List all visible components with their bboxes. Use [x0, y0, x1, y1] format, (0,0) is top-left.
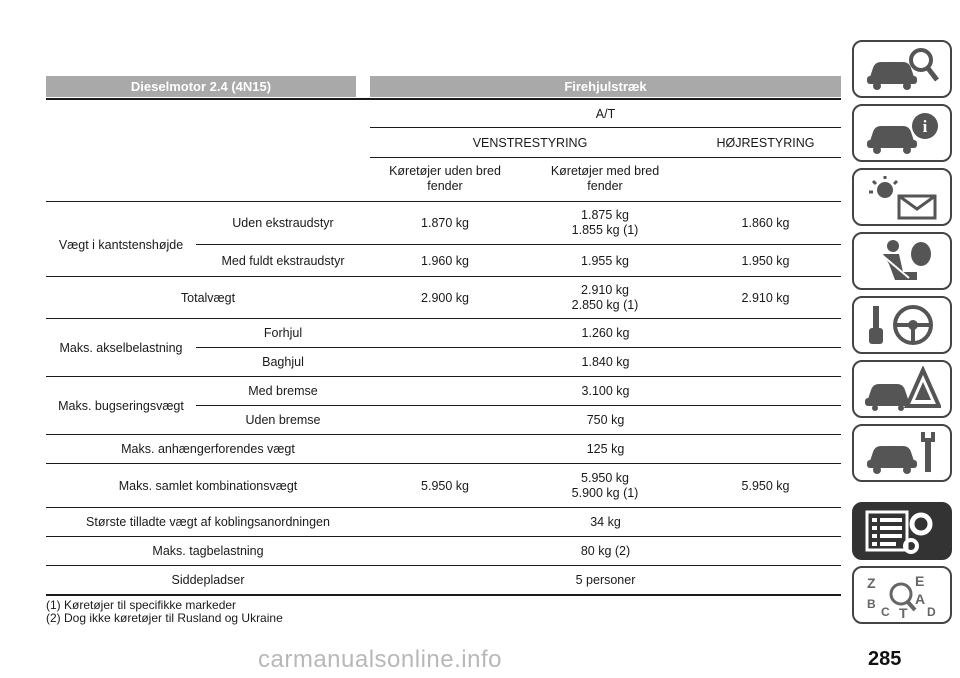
curb-no-equipment-v3: 1.860 kg [741, 215, 790, 230]
tow-unbraked-label: Uden bremse [245, 412, 321, 427]
axle-load-label: Maks. akselbelastning [59, 340, 183, 355]
axle-rear-value: 1.840 kg [581, 354, 630, 369]
roof-load-label: Maks. tagbelastning [152, 543, 264, 558]
divider [196, 244, 841, 245]
page-number: 285 [868, 648, 902, 670]
divider [46, 463, 841, 464]
svg-text:B: B [867, 597, 876, 611]
divider [46, 376, 841, 377]
seats-value: 5 personer [575, 572, 636, 587]
coupling-value: 34 kg [590, 514, 621, 529]
footnote-1: (1) Køretøjer til specifikke markeder [46, 598, 237, 612]
divider [196, 347, 841, 348]
curb-no-equipment-v2a: 1.875 kg [581, 208, 629, 222]
car-breakdown-warning-icon [863, 366, 941, 412]
curb-full-equipment-label: Med fuldt ekstraudstyr [221, 253, 345, 268]
tab-index[interactable] [852, 566, 952, 624]
svg-text:E: E [915, 573, 925, 589]
trailer-nose-label: Maks. anhængerforendes vægt [121, 441, 295, 456]
steering-right-label: HØJRESTYRING [716, 135, 815, 150]
svg-text:C: C [881, 605, 890, 618]
car-info-icon [863, 110, 941, 156]
axle-front-label: Forhjul [263, 325, 303, 340]
combined-v1: 5.950 kg [421, 478, 469, 493]
table-header-engine: Dieselmotor 2.4 (4N15) [46, 76, 356, 97]
total-v2a: 2.910 kg [581, 283, 629, 297]
seats-label: Siddepladser [171, 572, 245, 587]
total-v1: 2.900 kg [421, 290, 469, 305]
total-v2b: 2.850 kg (1) [571, 298, 639, 312]
svg-text:i: i [922, 117, 928, 136]
tab-car-info[interactable] [852, 104, 952, 162]
divider [46, 565, 841, 566]
svg-text:A: A [915, 591, 926, 607]
roof-load-value: 80 kg (2) [580, 543, 631, 558]
divider [370, 127, 841, 128]
curb-full-v3: 1.950 kg [741, 253, 790, 268]
curb-full-v1: 1.960 kg [421, 253, 469, 268]
table-bottom-rule [46, 594, 841, 596]
total-v2 [530, 279, 680, 317]
svg-text:Z: Z [867, 575, 876, 591]
divider [46, 276, 841, 277]
warning-light-message-icon [863, 174, 941, 220]
footnote-2: (2) Dog ikke køretøjer til Rusland og Ukraine [46, 611, 283, 625]
car-wrench-icon [863, 430, 941, 476]
coupling-label: Største tilladte vægt af koblingsanordningen [86, 514, 330, 529]
svg-text:D: D [927, 605, 936, 618]
steering-left-label: VENSTRESTYRING [472, 135, 588, 150]
total-v3: 2.910 kg [741, 290, 790, 305]
combined-v2b: 5.900 kg (1) [571, 486, 639, 500]
table-header-drive: Firehjulstræk [370, 76, 841, 97]
key-steering-wheel-icon [863, 302, 941, 348]
curb-weight-label: Vægt i kantstenshøjde [58, 237, 184, 252]
col-no-fender-text: Køretøjer uden bred fender [389, 164, 501, 193]
combined-weight-label: Maks. samlet kombinationsvægt [118, 478, 298, 493]
col-no-fender [370, 160, 520, 198]
curb-no-equipment-v1: 1.870 kg [421, 215, 469, 230]
tow-braked-label: Med bremse [248, 383, 318, 398]
technical-data-gear-icon [863, 508, 941, 554]
divider [46, 318, 841, 319]
tab-car-magnifier[interactable] [852, 40, 952, 98]
watermark: carmanualsonline.info [258, 646, 502, 673]
combined-v3: 5.950 kg [741, 478, 790, 493]
tow-braked-value: 3.100 kg [581, 383, 630, 398]
combined-v2 [530, 466, 680, 506]
curb-no-equipment-v2 [530, 203, 680, 243]
airbag-seat-icon [863, 238, 941, 284]
svg-text:T: T [899, 605, 908, 618]
axle-front-value: 1.260 kg [581, 325, 630, 340]
tow-unbraked-value: 750 kg [586, 412, 625, 427]
divider [46, 507, 841, 508]
car-magnifier-icon [863, 46, 941, 92]
tab-emergency[interactable] [852, 360, 952, 418]
divider [46, 201, 841, 202]
trailer-nose-value: 125 kg [586, 441, 625, 456]
divider [46, 434, 841, 435]
curb-no-equipment-label: Uden ekstraudstyr [232, 215, 334, 230]
curb-full-v2: 1.955 kg [581, 253, 629, 268]
col-with-fender-text: Køretøjer med bred fender [550, 164, 660, 193]
alphabetical-index-icon [863, 572, 941, 618]
divider [196, 405, 841, 406]
tab-warning-lights[interactable] [852, 168, 952, 226]
combined-v2a: 5.950 kg [581, 471, 629, 485]
divider [46, 536, 841, 537]
axle-rear-label: Baghjul [262, 354, 304, 369]
total-weight-label: Totalvægt [180, 290, 236, 305]
tab-safety[interactable] [852, 232, 952, 290]
curb-no-equipment-v2b: 1.855 kg (1) [571, 223, 639, 237]
header-rule [46, 98, 841, 100]
transmission-label: A/T [595, 106, 616, 121]
tab-maintenance[interactable] [852, 424, 952, 482]
col-with-fender [530, 160, 680, 198]
divider [370, 157, 841, 158]
tab-starting-driving[interactable] [852, 296, 952, 354]
tab-technical-data[interactable] [852, 502, 952, 560]
tow-weight-label: Maks. bugseringsvægt [58, 398, 184, 413]
